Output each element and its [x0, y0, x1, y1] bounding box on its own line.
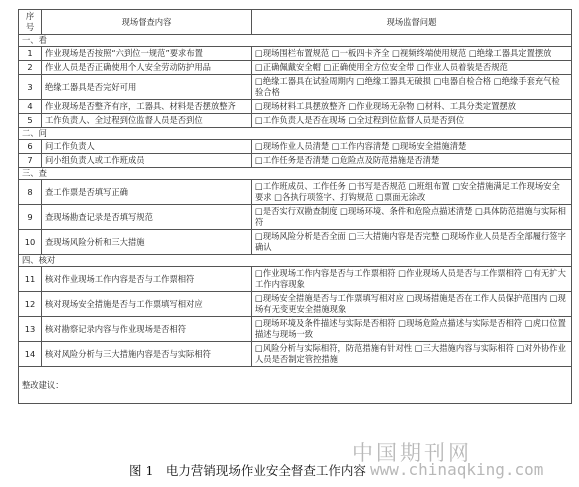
- table-row: [19, 47, 572, 61]
- table-row: [19, 317, 572, 342]
- check-issue[interactable]: □现场安全措施是否与工作票填写相对应 □现场措施是否在工作人员保护范围内 □现场有无变更安全措施现象: [252, 292, 572, 317]
- row-number: 3: [19, 75, 42, 100]
- table-body: [19, 35, 572, 404]
- check-content: 作业人员是否正确使用个人安全劳动防护用品: [42, 61, 252, 75]
- header-seq: 序号: [19, 10, 42, 35]
- row-number: 13: [19, 317, 42, 342]
- check-issue[interactable]: □是否实行双勘查制度 □现场环境、条件和危险点描述清楚 □具体防范措施与实际相符: [252, 205, 572, 230]
- check-issue[interactable]: □工作负责人是否在现场 □全过程到位监督人员是否到位: [252, 114, 572, 128]
- check-issue[interactable]: □作业现场工作内容是否与工作票相符 □作业现场人员是否与工作票相符 □有无扩大工作内容现象: [252, 267, 572, 292]
- check-content: 问工作负责人: [42, 140, 252, 154]
- table-row: [19, 292, 572, 317]
- section-row: [19, 35, 572, 47]
- check-content: 查现场勘查记录是否填写规范: [42, 205, 252, 230]
- table-row: [19, 61, 572, 75]
- row-number: 12: [19, 292, 42, 317]
- row-number: 6: [19, 140, 42, 154]
- inspection-table: [18, 9, 572, 404]
- check-content: 作业现场是否整齐有序，工器具、材料是否摆放整齐: [42, 100, 252, 114]
- check-content: 查现场风险分析和三大措施: [42, 230, 252, 255]
- section-title: 一、看: [19, 35, 572, 47]
- header-issue: 现场监督问题: [252, 10, 572, 35]
- watermark-text: 中国期刊网: [352, 441, 472, 465]
- section-row: [19, 255, 572, 267]
- table-row: [19, 230, 572, 255]
- check-issue[interactable]: □工作班成员、工作任务 □书写是否规范 □班组布置 □安全措施满足工作现场安全要求 □各执行项签字、打钩规范 □票面无涂改: [252, 180, 572, 205]
- row-number: 7: [19, 154, 42, 168]
- check-content: 核对勘察记录内容与作业现场是否相符: [42, 317, 252, 342]
- check-issue[interactable]: □工作任务是否清楚 □危险点及防范措施是否清楚: [252, 154, 572, 168]
- row-number: 5: [19, 114, 42, 128]
- section-row: [19, 128, 572, 140]
- table-row: [19, 140, 572, 154]
- check-issue[interactable]: □现场材料工具摆放整齐 □作业现场无杂物 □材料、工具分类定置摆放: [252, 100, 572, 114]
- check-issue[interactable]: □现场围栏布置规范 □一板四卡齐全 □视频终端使用规范 □绝缘工器具定置摆放: [252, 47, 572, 61]
- check-content: 核对作业现场工作内容是否与工作票相符: [42, 267, 252, 292]
- check-issue[interactable]: □现场作业人员清楚 □工作内容清楚 □现场安全措施清楚: [252, 140, 572, 154]
- row-number: 8: [19, 180, 42, 205]
- table-row: [19, 342, 572, 367]
- check-content: 核对现场安全措施是否与工作票填写相对应: [42, 292, 252, 317]
- row-number: 9: [19, 205, 42, 230]
- table-row: [19, 114, 572, 128]
- notes-row: [19, 367, 572, 404]
- row-number: 2: [19, 61, 42, 75]
- table-row: [19, 205, 572, 230]
- section-title: 三、查: [19, 168, 572, 180]
- check-content: 问小组负责人或工作班成员: [42, 154, 252, 168]
- row-number: 1: [19, 47, 42, 61]
- check-content: 绝缘工器具是否完好可用: [42, 75, 252, 100]
- section-title: 二、问: [19, 128, 572, 140]
- rectification-notes[interactable]: 整改建议：: [19, 367, 572, 404]
- table-row: [19, 100, 572, 114]
- table-row: [19, 154, 572, 168]
- header-content: 现场督查内容: [42, 10, 252, 35]
- check-content: 核对风险分析与三大措施内容是否与实际相符: [42, 342, 252, 367]
- table-row: [19, 75, 572, 100]
- check-issue[interactable]: □现场风险分析是否全面 □三大措施内容是否完整 □现场作业人员是否全部履行签字确认: [252, 230, 572, 255]
- check-content: 查工作票是否填写正确: [42, 180, 252, 205]
- section-row: [19, 168, 572, 180]
- check-issue[interactable]: □绝缘工器具在试验周期内 □绝缘工器具无破损 □电器自检合格 □绝缘手套充气检验合格: [252, 75, 572, 100]
- table-row: [19, 267, 572, 292]
- check-issue[interactable]: □正确佩戴安全帽 □正确使用全方位安全带 □作业人员着装是否规范: [252, 61, 572, 75]
- table-row: [19, 180, 572, 205]
- watermark-url: www.chinaqking.com: [370, 460, 544, 479]
- row-number: 4: [19, 100, 42, 114]
- row-number: 11: [19, 267, 42, 292]
- check-content: 工作负责人、全过程到位监督人员是否到位: [42, 114, 252, 128]
- section-title: 四、核对: [19, 255, 572, 267]
- figure-caption: 图 1 电力营销现场作业安全督查工作内容: [129, 463, 366, 478]
- check-issue[interactable]: □风险分析与实际相符，防范措施有针对性 □三大措施内容与实际相符 □对外协作业人员是否制定管控措施: [252, 342, 572, 367]
- row-number: 14: [19, 342, 42, 367]
- check-content: 作业现场是否按照“六到位一规范”要求布置: [42, 47, 252, 61]
- row-number: 10: [19, 230, 42, 255]
- header-row: [19, 10, 572, 35]
- check-issue[interactable]: □现场环境及条件描述与实际是否相符 □现场危险点描述与实际是否相符 □虎口位置描述与现场一致: [252, 317, 572, 342]
